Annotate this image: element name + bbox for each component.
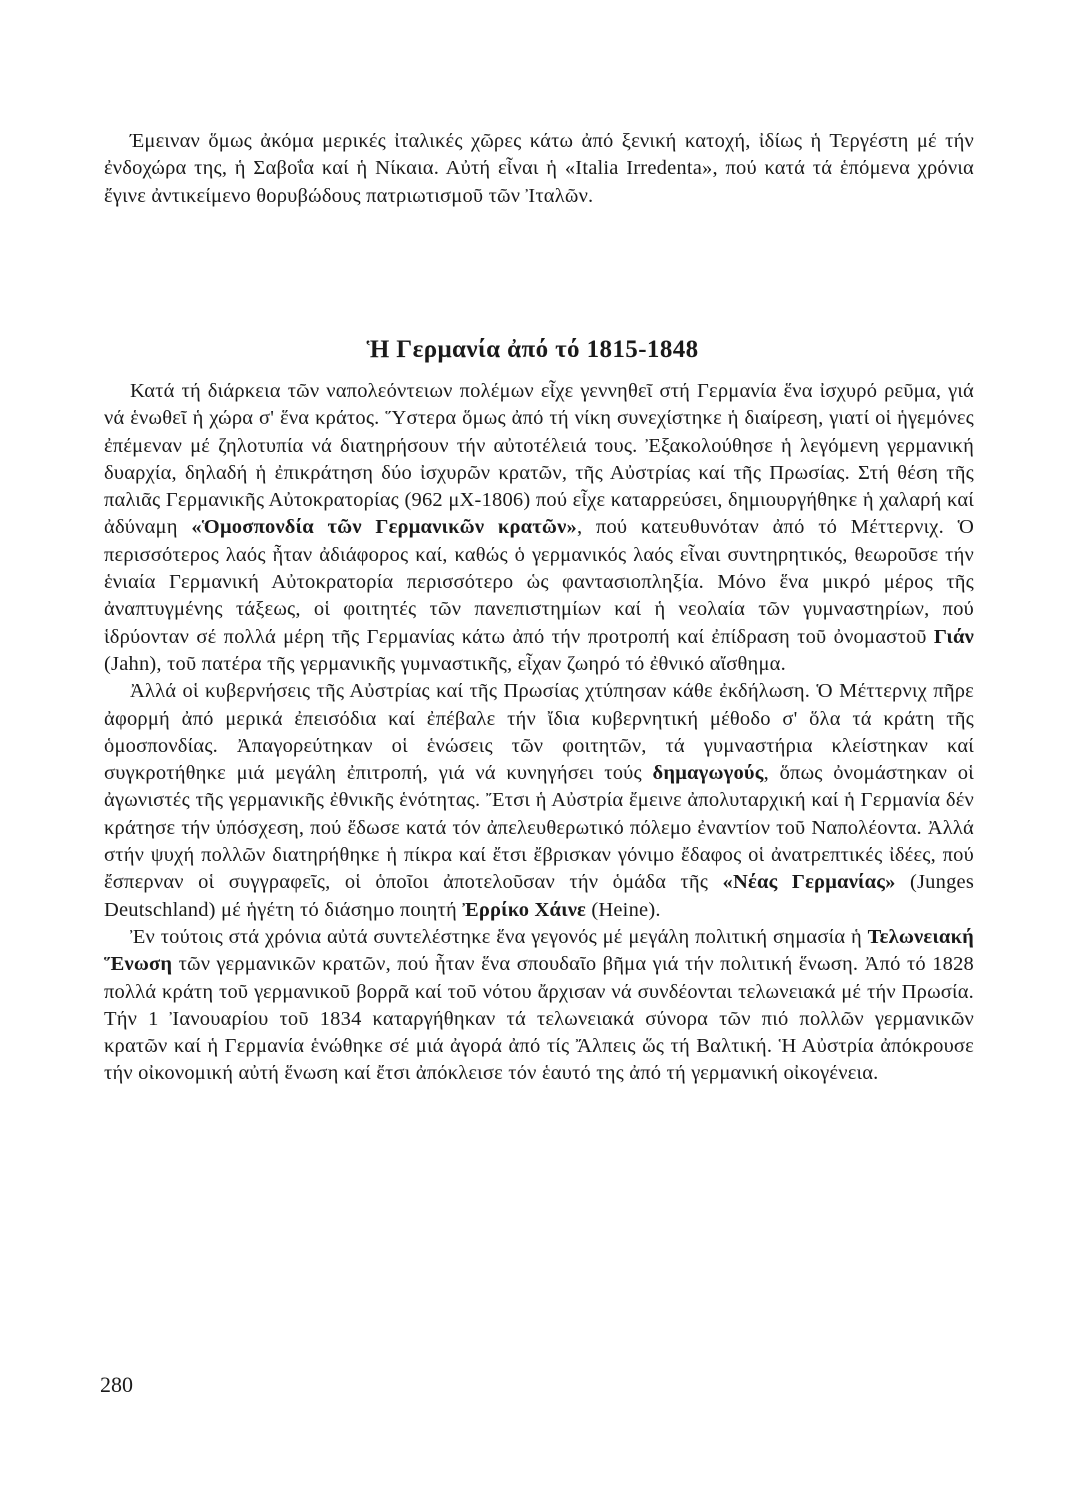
p2-text-d: (Heine). (586, 898, 661, 921)
p2-text-c: (Junges Deutschland) μέ ἡγέτη τό διάσημο ποιητή (104, 871, 974, 921)
page-number: 280 (100, 1372, 133, 1397)
p2-text-b: , ὅπως ὀνομάστηκαν οἱ ἀγωνιστές τῆς γερμανικῆς ἐθνικῆς ἑνότητας. Ἔτσι ἡ Αὐστρία ἔμεινε ἀπολυταρχική καί ἡ Γερμανία δέν κράτησε τήν ὑπόσχεση, πού ἔδωσε κατά τόν ἀπελευθερωτικό πόλεμο ἐναντίον τοῦ Ναπολέοντα. Ἀλλά στήν ψυχή πολλῶν διατηρήθηκε ἡ πίκρα καί ἔτσι ἔβρισκαν γόνιμο ἔδαφος οἱ ἀνατρεπτικές ἰδέες, πού ἔσπερναν οἱ συγγραφεῖς, οἱ ὁποῖοι ἀποτελοῦσαν τήν ὁμάδα τῆς (104, 762, 974, 894)
p2-bold-young-germany: «Νέας Γερμανίας» (722, 871, 896, 894)
paragraph-1 (104, 378, 974, 678)
intro-paragraph: Έμειναν ὅμως ἀκόμα μερικές ἰταλικές χῶρες κάτω ἀπό ξενική κατοχή, ἰδίως ἡ Τεργέστη μέ τήν ἐνδοχώρα της, ἡ Σαβοΐα καί ἡ Νίκαια. Αὐτή εἶναι ἡ «Italia Irredenta», πού κατά τά ἑπόμενα χρόνια ἔγινε ἀντικείμενο θορυβώδους πατριωτισμοῦ τῶν Ἰταλῶν. (104, 130, 974, 207)
paragraph-3 (104, 924, 974, 1088)
p3-text-a: Ἐν τούτοις στά χρόνια αὐτά συντελέστηκε ἕνα γεγονός μέ μεγάλη πολιτική σημασία ἡ (130, 925, 868, 948)
paragraph-2 (104, 678, 974, 924)
p1-bold-confederation: «Ὁμοσπονδία τῶν Γερμανικῶν κρατῶν» (191, 516, 577, 539)
section-body (104, 378, 974, 1088)
p2-bold-heine: Ἐρρίκο Χάινε (462, 898, 587, 921)
p1-text-c: (Jahn), τοῦ πατέρα τῆς γερμανικῆς γυμναστικῆς, εἶχαν ζωηρό τό ἐθνικό αἴσθημα. (104, 652, 786, 675)
intro-section (104, 128, 974, 210)
p1-text-b: , πού κατευθυνόταν ἀπό τό Μέττερνιχ. Ὁ περισσότερος λαός ἦταν ἀδιάφορος καί, καθώς ὁ γερμανικός λαός εἶναι συντηρητικός, θεωροῦσε τήν ἑνιαία Γερμανική Αὐτοκρατορία περισσότερο ὡς φαντασιοπληξία. Μόνο ἕνα μικρό μέρος τῆς ἀναπτυγμένης τάξεως, οἱ φοιτητές τῶν πανεπιστημίων καί ἡ νεολαία τῶν γυμναστηρίων, πού ἱδρύονταν σέ πολλά μέρη τῆς Γερμανίας κάτω ἀπό τήν προτροπή καί ἐπίδραση τοῦ ὀνομαστοῦ (104, 516, 975, 648)
p3-text-b: τῶν γερμανικῶν κρατῶν, πού ἦταν ἕνα σπουδαῖο βῆμα γιά τήν πολιτική ἕνωση. Ἀπό τό 1828 πολλά κράτη τοῦ γερμανικοῦ βορρᾶ καί τοῦ νότου ἄρχισαν νά συνδέονται τελωνειακά μέ τήν Πρωσία. Τήν 1 Ἰανουαρίου τοῦ 1834 καταργήθηκαν τά τελωνειακά σύνορα τῶν πιό πολλῶν γερμανικῶν κρατῶν καί ἡ Γερμανία ἑνώθηκε σέ μιά ἀγορά ἀπό τίς Ἄλπεις ὥς τή Βαλτική. Ἡ Αὐστρία ἀπόκρουσε τήν οἰκονομική αὐτή ἕνωση καί ἔτσι ἀπόκλεισε τόν ἑαυτό της ἀπό τή γερμανική οἰκογένεια. (104, 953, 974, 1085)
p3-bold-customs-union: Τελωνειακή Ἕνωση (104, 925, 974, 976)
section-title: Ἡ Γερμανία ἀπό τό 1815-1848 (366, 336, 699, 363)
p1-bold-jahn: Γιάν (933, 625, 974, 648)
p1-text-a: Κατά τή διάρκεια τῶν ναπολεόντειων πολέμων εἶχε γεννηθεῖ στή Γερμανία ἕνα ἰσχυρό ρεῦμα, γιά νά ἑνωθεῖ ἡ χώρα σ' ἕνα κράτος. Ὕστερα ὅμως ἀπό τή νίκη συνεχίστηκε ἡ διαίρεση, γιατί οἱ ἡγεμόνες ἐπέμεναν μέ ζηλοτυπία νά διατηρήσουν τήν αὐτοτέλειά τους. Ἐξακολούθησε ἡ λεγόμενη γερμανική δυαρχία, δηλαδή ἡ ἐπικράτηση δύο ἰσχυρῶν κρατῶν, τῆς Αὐστρίας καί τῆς Πρωσίας. Στή θέση τῆς παλιᾶς Γερμανικῆς Αὐτοκρατορίας (962 μΧ-1806) πού εἶχε καταρρεύσει, δημιουργήθηκε ἡ χαλαρή καί ἀδύναμη (104, 380, 974, 539)
p2-text-a: Ἀλλά οἱ κυβερνήσεις τῆς Αὐστρίας καί τῆς Πρωσίας χτύπησαν κάθε ἐκδήλωση. Ὁ Μέττερνιχ πῆρε ἀφορμή ἀπό μερικά ἐπεισόδια καί ἐπέβαλε τήν ἴδια κυβερνητική μέθοδο σ' ὅλα τά κράτη τῆς ὁμοσπονδίας. Ἀπαγορεύτηκαν οἱ ἑνώσεις τῶν φοιτητῶν, τά γυμναστήρια κλείστηκαν καί συγκροτήθηκε μιά μεγάλη ἐπιτροπή, γιά νά κυνηγήσει τούς (104, 680, 974, 785)
p2-bold-demagogues: δημαγωγούς (652, 762, 764, 785)
